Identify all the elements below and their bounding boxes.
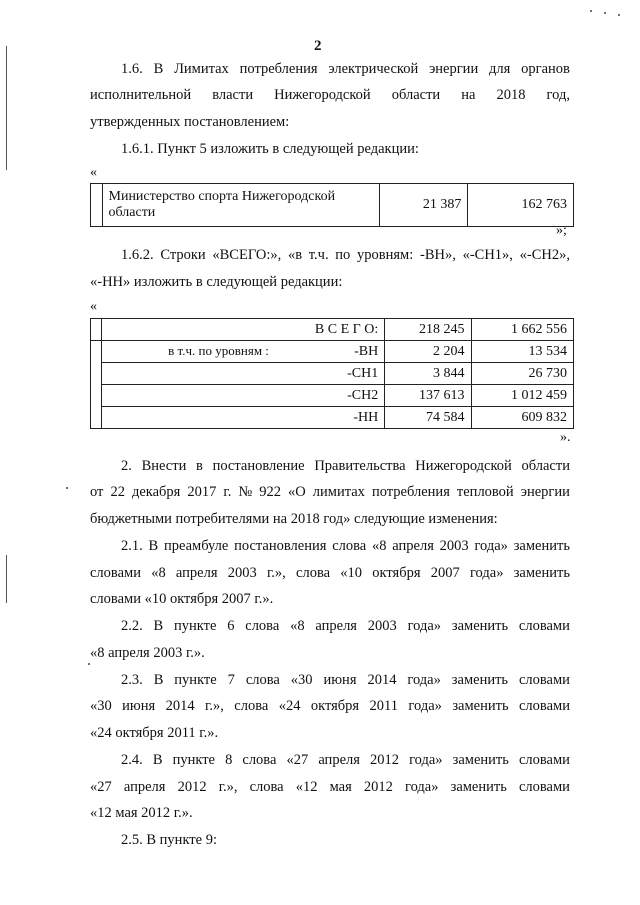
word: словами: [518, 752, 570, 768]
table-cell-label: -СН2: [102, 385, 385, 407]
word: потребления: [371, 484, 450, 500]
para-2-3-line-3: [90, 725, 570, 742]
word: пункте: [174, 672, 217, 688]
para-2-3-line-2: [90, 698, 570, 715]
word: В: [153, 61, 164, 77]
word: органов: [521, 61, 570, 77]
word: апреля: [123, 779, 166, 795]
word: Нижегородской: [274, 87, 371, 103]
table-cell-blank: [91, 341, 102, 363]
word: словами «10 октября 2007 г.».: [90, 591, 274, 607]
para-2-3-line-1: [121, 672, 570, 689]
scan-speck: [618, 14, 620, 16]
word: слова: [296, 565, 331, 581]
para-2-2-line-1: [121, 618, 570, 635]
table-cell-label: [102, 341, 385, 363]
word: 2.3.: [121, 672, 143, 688]
row-prefix: в т.ч. по уровням :: [168, 343, 269, 358]
table-cell-value-2: 1 662 556: [471, 319, 574, 341]
word: апреля: [318, 752, 360, 768]
name-line-1: [109, 189, 373, 205]
page-number: 2: [314, 38, 322, 54]
word: уровням:: [357, 247, 414, 263]
open-quote: «: [90, 299, 97, 314]
scan-speck: [66, 487, 68, 489]
word: слова: [249, 779, 284, 795]
word: В: [148, 538, 159, 554]
para-2-5: 2.5. В пункте 9:: [121, 832, 217, 848]
word: слова: [332, 538, 367, 554]
word: постановления: [234, 538, 327, 554]
table-cell-label: -СН1: [102, 363, 385, 385]
word: «8: [151, 565, 166, 581]
word: энергии: [429, 61, 479, 77]
word: словами: [518, 618, 570, 634]
close-quote-semicolon: »;: [556, 223, 567, 238]
word: года»: [409, 752, 443, 768]
word: «12: [295, 779, 318, 795]
para-2-line-1: [121, 458, 570, 475]
word: 2014: [165, 698, 195, 714]
table-cell-blank: [91, 385, 102, 407]
para-2-1-line-3: [90, 591, 570, 608]
table-row: [91, 363, 574, 385]
word: В: [153, 672, 164, 688]
table-cell-value-1: 2 204: [385, 341, 471, 363]
para-1-6-line-3: [90, 114, 570, 131]
word: 2.1.: [121, 538, 143, 554]
word: словами: [518, 672, 570, 688]
word: октября: [310, 698, 360, 714]
table-cell-value-2: 13 534: [471, 341, 574, 363]
word: потребления: [239, 61, 318, 77]
table-totals-by-level: [90, 318, 574, 429]
word: для: [489, 61, 511, 77]
word: 2.4.: [121, 752, 143, 768]
word: заменить: [452, 698, 509, 714]
word: Внести: [141, 458, 187, 474]
word: бюджетными потребителями на 2018 год» следующие изменения:: [90, 511, 498, 527]
word: «30: [90, 698, 112, 714]
word: года»: [407, 618, 442, 634]
word: года»: [407, 672, 441, 688]
word: 2017: [187, 484, 217, 500]
word: июня: [122, 698, 156, 714]
word: 2003: [227, 565, 257, 581]
scan-margin-mark-bottom: [6, 555, 7, 603]
para-2-4-line-2: [90, 779, 570, 796]
word: года»: [474, 538, 508, 554]
word: преамбуле: [163, 538, 229, 554]
word: пункте: [172, 752, 215, 768]
table-cell-value-2: 1 012 459: [471, 385, 574, 407]
word: №: [238, 484, 253, 500]
word: Строки: [160, 247, 206, 263]
word: заменить: [450, 779, 507, 795]
word: 2003: [367, 618, 397, 634]
ministry-name-cont: области: [108, 205, 156, 220]
word: «8: [371, 538, 387, 554]
para-2-4-line-1: [121, 752, 570, 769]
word: в: [196, 458, 203, 474]
word: заменить: [452, 752, 509, 768]
word: В: [152, 752, 163, 768]
word: «10: [340, 565, 363, 581]
scan-speck: [590, 10, 592, 12]
word: «24 октября 2011 г.».: [90, 725, 219, 741]
word: лимитах: [312, 484, 365, 500]
word: от: [90, 484, 104, 500]
word: год,: [546, 87, 570, 103]
word: г.»,: [218, 779, 238, 795]
word: словами: [518, 779, 570, 795]
word: Нижегородской: [415, 458, 512, 474]
word: г.»,: [205, 698, 224, 714]
table-row: [91, 407, 574, 429]
table-row: [91, 184, 574, 227]
para-1-6-line-1: [121, 61, 570, 78]
word: мая: [329, 779, 352, 795]
word: 922: [259, 484, 281, 500]
word: «8 апреля 2003 г.».: [90, 645, 205, 661]
word: 2003: [439, 538, 469, 554]
word: -ВН»,: [419, 247, 456, 263]
row-label: -ВН: [354, 343, 379, 359]
word: 2012: [363, 779, 393, 795]
para-1-6-line-2: [90, 87, 570, 104]
word: «8: [290, 618, 305, 634]
para-2-line-3: [90, 511, 570, 528]
word: «О: [288, 484, 306, 500]
table-row: [91, 319, 574, 341]
word: 8: [225, 752, 233, 768]
word: года»: [405, 779, 439, 795]
para-2-1-line-2: [90, 565, 570, 582]
para-2-4-line-3: [90, 805, 570, 822]
word: электрической: [328, 61, 419, 77]
open-quote: «: [90, 165, 97, 180]
word: июня: [323, 672, 357, 688]
word: «-НН» изложить в следующей редакции:: [90, 274, 343, 290]
word: апреля: [175, 565, 218, 581]
word: на: [461, 87, 476, 103]
para-2-1-line-1: [121, 538, 570, 555]
word: слова: [245, 672, 280, 688]
word: словами: [519, 698, 570, 714]
word: исполнительной: [90, 87, 192, 103]
word: В: [153, 618, 164, 634]
table-cell-blank: [91, 319, 102, 341]
word: заменить: [513, 565, 570, 581]
word: власти: [212, 87, 254, 103]
scan-margin-mark-top: [6, 46, 7, 170]
word: 2014: [367, 672, 397, 688]
scan-speck: [604, 12, 606, 14]
table-cell-value-1: 218 245: [385, 319, 471, 341]
table-cell-blank: [91, 407, 102, 429]
ministry-name: Министерство спорта Нижегородской: [108, 189, 336, 204]
table-cell-value-1: 21 387: [379, 184, 468, 227]
table-cell-label: [102, 319, 385, 341]
word: апреля: [315, 618, 357, 634]
word: словами: [90, 565, 141, 581]
scan-speck: [88, 663, 90, 665]
word: слова: [242, 752, 277, 768]
word: года»: [469, 565, 504, 581]
word: по: [335, 247, 351, 263]
word: слова: [245, 618, 280, 634]
word: г.»,: [267, 565, 286, 581]
word: заменить: [451, 618, 509, 634]
word: декабря: [131, 484, 181, 500]
word: 1.6.: [121, 61, 143, 77]
word: «24: [278, 698, 301, 714]
word: апреля: [392, 538, 434, 554]
para-1-6-1: 1.6.1. Пункт 5 изложить в следующей редакции:: [121, 141, 419, 157]
para-2-2-line-2: [90, 645, 570, 662]
word: «-СН1»,: [462, 247, 513, 263]
word: Правительства: [314, 458, 406, 474]
word: 2012: [177, 779, 207, 795]
word: «27: [286, 752, 309, 768]
word: «12 мая 2012 г.».: [90, 805, 193, 821]
table-cell-value-2: 609 832: [471, 407, 574, 429]
word: постановление: [212, 458, 305, 474]
word: «в: [287, 247, 303, 263]
table-cell-value-2: 26 730: [471, 363, 574, 385]
table-cell-value-1: 137 613: [385, 385, 471, 407]
word: 2.: [121, 458, 132, 474]
table-row: [91, 341, 574, 363]
table-cell-name: [102, 184, 379, 227]
word: утвержденных постановлением:: [90, 114, 290, 130]
table-cell-blank: [91, 184, 103, 227]
word: слова: [234, 698, 269, 714]
word: т.ч.: [308, 247, 329, 263]
word: октября: [372, 565, 421, 581]
table-cell-value-1: 3 844: [385, 363, 471, 385]
table-cell-label: -НН: [102, 407, 385, 429]
close-quote-period: ».: [560, 430, 571, 445]
para-1-6-2-line-1: [121, 247, 570, 264]
table-cell-value-2: 162 763: [468, 184, 574, 227]
word: 2007: [430, 565, 460, 581]
word: Лимитах: [174, 61, 229, 77]
word: области: [391, 87, 441, 103]
word: пункте: [174, 618, 217, 634]
word: 2011: [369, 698, 398, 714]
table-cell-blank: [91, 363, 102, 385]
word: 2012: [370, 752, 399, 768]
word: 7: [227, 672, 235, 688]
word: области: [521, 458, 570, 474]
para-2-line-2: [90, 484, 570, 501]
row-label: В С Е Г О:: [314, 321, 379, 337]
word: заменить: [513, 538, 570, 554]
word: 1.6.2.: [121, 247, 154, 263]
table-cell-value-1: 74 584: [385, 407, 471, 429]
word: заменить: [451, 672, 509, 688]
para-1-6-2-line-2: [90, 274, 570, 291]
word: «27: [90, 779, 112, 795]
table-row: [91, 385, 574, 407]
word: 2.2.: [121, 618, 143, 634]
word: г.: [223, 484, 232, 500]
word: энергии: [520, 484, 570, 500]
word: тепловой: [456, 484, 514, 500]
word: «ВСЕГО:»,: [212, 247, 282, 263]
word: года»: [408, 698, 442, 714]
word: 6: [227, 618, 235, 634]
word: «30: [290, 672, 313, 688]
word: «-СН2»,: [519, 247, 570, 263]
word: 22: [110, 484, 125, 500]
table-ministry-limits: [90, 183, 574, 227]
word: 2018: [496, 87, 526, 103]
